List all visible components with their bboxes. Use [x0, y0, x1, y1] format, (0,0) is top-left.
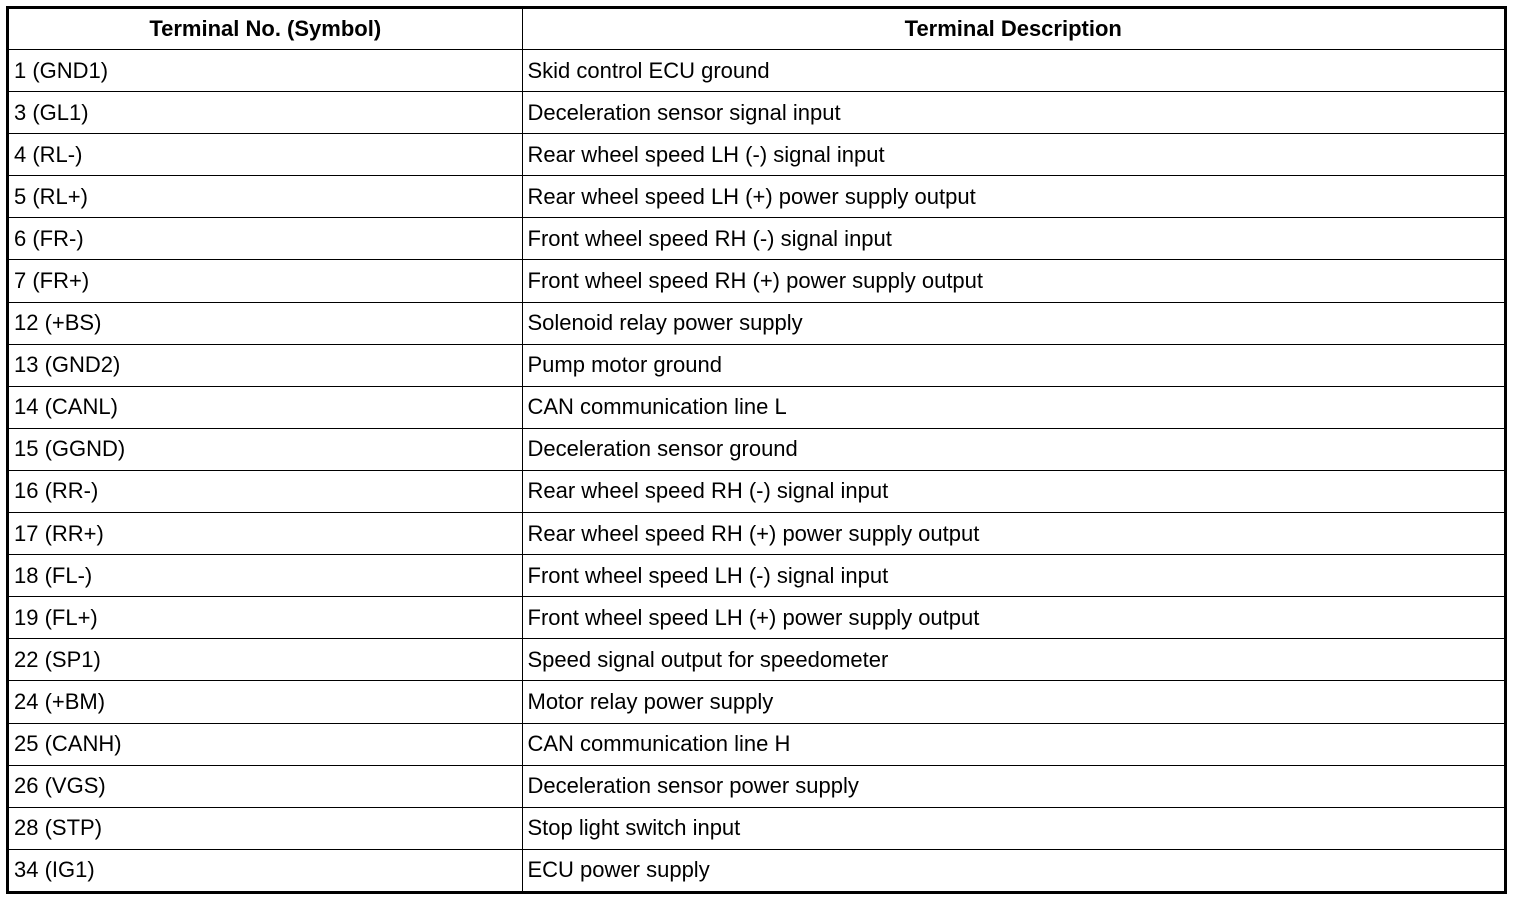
terminal-no-cell: 6 (FR-) [9, 218, 522, 260]
terminal-no-cell: 3 (GL1) [9, 92, 522, 134]
terminal-table [9, 9, 1504, 891]
terminal-description-cell: Rear wheel speed RH (-) signal input [522, 470, 1504, 512]
table-row [9, 218, 1504, 260]
terminal-description-cell: Speed signal output for speedometer [522, 639, 1504, 681]
terminal-description-cell: Skid control ECU ground [522, 50, 1504, 92]
table-row [9, 723, 1504, 765]
terminal-no-cell: 25 (CANH) [9, 723, 522, 765]
terminal-no-cell: 14 (CANL) [9, 386, 522, 428]
terminal-no-cell: 19 (FL+) [9, 597, 522, 639]
terminal-description-cell: CAN communication line L [522, 386, 1504, 428]
table-row [9, 386, 1504, 428]
terminal-no-cell: 22 (SP1) [9, 639, 522, 681]
table-row [9, 428, 1504, 470]
header-terminal-no: Terminal No. (Symbol) [9, 9, 522, 50]
table-row [9, 50, 1504, 92]
terminal-no-cell: 34 (IG1) [9, 849, 522, 891]
terminal-description-cell: Front wheel speed LH (+) power supply output [522, 597, 1504, 639]
terminal-no-cell: 24 (+BM) [9, 681, 522, 723]
terminal-description-cell: Rear wheel speed RH (+) power supply output [522, 513, 1504, 555]
terminal-description-cell: Front wheel speed RH (-) signal input [522, 218, 1504, 260]
terminal-description-cell: Solenoid relay power supply [522, 302, 1504, 344]
terminal-table-frame [6, 6, 1507, 894]
table-row [9, 513, 1504, 555]
terminal-no-cell: 12 (+BS) [9, 302, 522, 344]
table-row [9, 849, 1504, 891]
terminal-no-cell: 15 (GGND) [9, 428, 522, 470]
terminal-description-cell: CAN communication line H [522, 723, 1504, 765]
terminal-no-cell: 1 (GND1) [9, 50, 522, 92]
header-row [9, 9, 1504, 50]
header-terminal-description: Terminal Description [522, 9, 1504, 50]
terminal-description-cell: Stop light switch input [522, 807, 1504, 849]
table-row [9, 260, 1504, 302]
terminal-no-cell: 28 (STP) [9, 807, 522, 849]
terminal-description-cell: Front wheel speed LH (-) signal input [522, 555, 1504, 597]
table-row [9, 134, 1504, 176]
table-row [9, 681, 1504, 723]
terminal-description-cell: Rear wheel speed LH (+) power supply output [522, 176, 1504, 218]
table-row [9, 639, 1504, 681]
table-row [9, 597, 1504, 639]
terminal-description-cell: Rear wheel speed LH (-) signal input [522, 134, 1504, 176]
terminal-no-cell: 26 (VGS) [9, 765, 522, 807]
terminal-description-cell: Front wheel speed RH (+) power supply output [522, 260, 1504, 302]
table-row [9, 470, 1504, 512]
table-row [9, 344, 1504, 386]
terminal-no-cell: 16 (RR-) [9, 470, 522, 512]
terminal-description-cell: ECU power supply [522, 849, 1504, 891]
terminal-no-cell: 7 (FR+) [9, 260, 522, 302]
terminal-description-cell: Motor relay power supply [522, 681, 1504, 723]
terminal-description-cell: Deceleration sensor power supply [522, 765, 1504, 807]
table-row [9, 176, 1504, 218]
terminal-description-cell: Deceleration sensor signal input [522, 92, 1504, 134]
table-row [9, 555, 1504, 597]
terminal-no-cell: 18 (FL-) [9, 555, 522, 597]
terminal-no-cell: 5 (RL+) [9, 176, 522, 218]
terminal-description-cell: Deceleration sensor ground [522, 428, 1504, 470]
table-row [9, 302, 1504, 344]
terminal-no-cell: 17 (RR+) [9, 513, 522, 555]
terminal-description-cell: Pump motor ground [522, 344, 1504, 386]
terminal-no-cell: 13 (GND2) [9, 344, 522, 386]
table-row [9, 92, 1504, 134]
terminal-no-cell: 4 (RL-) [9, 134, 522, 176]
table-row [9, 765, 1504, 807]
table-row [9, 807, 1504, 849]
